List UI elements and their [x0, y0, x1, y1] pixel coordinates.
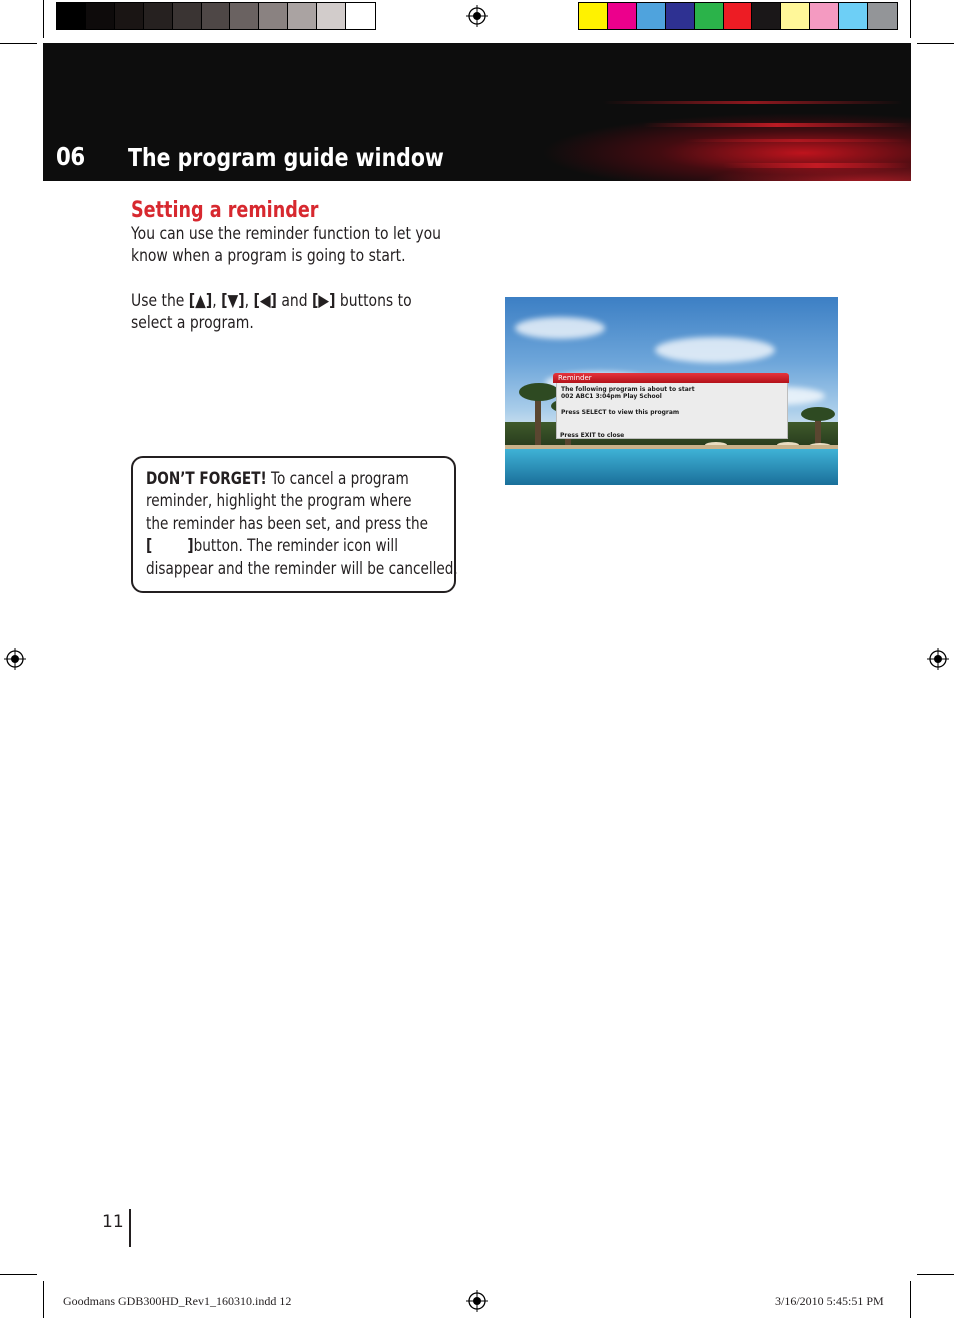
- page-number: 11: [102, 1212, 124, 1232]
- note-line: reminder, highlight the program where: [146, 491, 412, 512]
- reminder-line: Press EXIT to close: [560, 432, 625, 439]
- down-button-label: [▼]: [221, 291, 245, 311]
- color-swatch: [230, 3, 259, 29]
- nav-text: buttons to: [335, 291, 412, 311]
- registration-mark-icon: [466, 5, 488, 27]
- color-swatch: [346, 3, 375, 29]
- process-color-bar: [578, 2, 898, 30]
- reminder-dialog-title: Reminder: [558, 374, 592, 382]
- color-swatch: [752, 3, 781, 29]
- color-swatch: [666, 3, 695, 29]
- note-line: button. The reminder icon will: [193, 536, 398, 557]
- reminder-line: The following program is about to start: [561, 386, 695, 393]
- color-swatch: [57, 3, 86, 29]
- intro-line: You can use the reminder function to let you: [131, 224, 441, 244]
- nav-instruction-line2: select a program.: [131, 313, 254, 333]
- crop-mark: [0, 43, 37, 44]
- color-swatch: [724, 3, 753, 29]
- note-highlight: DON’T FORGET!: [146, 469, 267, 489]
- intro-line: know when a program is going to start.: [131, 246, 406, 266]
- page-number-rule: [129, 1209, 131, 1247]
- page-title: The program guide window: [128, 143, 444, 172]
- note-line: the reminder has been set, and press the: [146, 513, 428, 534]
- right-button-label: [▶]: [312, 291, 336, 311]
- date-slug: 3/16/2010 5:45:51 PM: [775, 1294, 884, 1308]
- color-swatch: [202, 3, 231, 29]
- nav-text: ,: [212, 291, 222, 311]
- color-swatch: [173, 3, 202, 29]
- nav-instruction: [131, 290, 412, 313]
- color-swatch: [259, 3, 288, 29]
- left-button-label: [◀]: [253, 291, 277, 311]
- section-heading: Setting a reminder: [131, 198, 319, 223]
- color-swatch: [288, 3, 317, 29]
- crop-mark: [917, 1274, 954, 1275]
- button-bracket: ]: [187, 536, 194, 557]
- chapter-number: 06: [56, 142, 85, 171]
- note-text: [146, 468, 458, 580]
- up-button-label: [▲]: [188, 291, 213, 311]
- crop-mark: [43, 1281, 44, 1318]
- nav-text: and: [276, 291, 313, 311]
- crop-mark: [43, 0, 44, 38]
- reminder-line: 002 ABC1 3:04pm Play School: [561, 393, 662, 400]
- grayscale-color-bar: [56, 2, 376, 30]
- color-swatch: [637, 3, 666, 29]
- nav-text: Use the: [131, 291, 189, 311]
- color-swatch: [579, 3, 608, 29]
- color-swatch: [144, 3, 173, 29]
- crop-mark: [910, 1281, 911, 1318]
- registration-mark-icon: [4, 648, 26, 670]
- color-swatch: [781, 3, 810, 29]
- button-bracket: [: [146, 536, 153, 557]
- color-swatch: [810, 3, 839, 29]
- reminder-line: Press SELECT to view this program: [561, 409, 680, 416]
- registration-mark-icon: [927, 648, 949, 670]
- color-swatch: [115, 3, 144, 29]
- color-swatch: [695, 3, 724, 29]
- crop-mark: [910, 0, 911, 38]
- registration-mark-icon: [466, 1290, 488, 1312]
- note-line: To cancel a program: [266, 469, 409, 489]
- crop-mark: [917, 43, 954, 44]
- color-swatch: [608, 3, 637, 29]
- note-line: disappear and the reminder will be cancelled.: [146, 558, 458, 579]
- color-swatch: [839, 3, 868, 29]
- file-slug: Goodmans GDB300HD_Rev1_160310.indd 12: [63, 1294, 292, 1308]
- crop-mark: [0, 1274, 37, 1275]
- color-swatch: [868, 3, 897, 29]
- color-swatch: [317, 3, 346, 29]
- color-swatch: [86, 3, 115, 29]
- nav-text: ,: [244, 291, 254, 311]
